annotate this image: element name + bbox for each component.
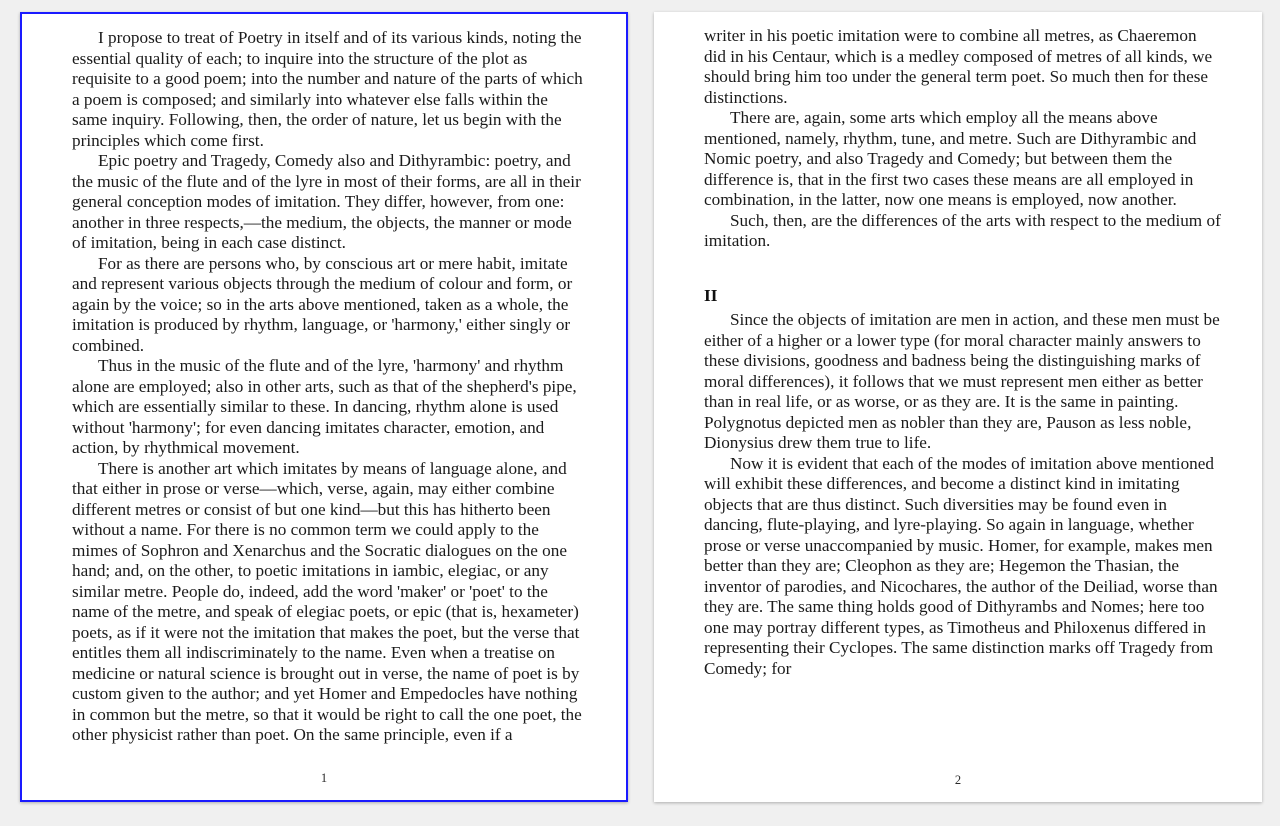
paragraph: There are, again, some arts which employ all the means above mentioned, namely, rhythm, tune, and metre. Such are Dithyrambic and Nomic poetry, and also Tragedy and Comedy; but between them the difference is, that in the first two cases these means are all employed in combination, in the latter, now one means is employed, now another. [704, 108, 1197, 209]
paragraph: There is another art which imitates by means of language alone, and that either in prose or verse—which, verse, again, may either combine different metres or consist of but one kind—but this has hitherto been without a name. For there is no common term we could apply to the mimes of Sophron and Xenarchus and the Socratic dialogues on the one hand; and, on the other, to poetic imitations in iambic, elegiac, or any similar metre. People do, indeed, add the word 'maker' or 'poet' to the name of the metre, and speak of elegiac poets, or epic (that is, hexameter) poets, as if it were not the imitation that makes the poet, but the verse that entitles them all indiscriminately to the name. Even when a treatise on medicine or natural science is brought out in verse, the name of poet is by custom given to the author; and yet Homer and Empedocles have nothing in common but the metre, so that it would be right to call the one poet, the other physicist rather than poet. On the same principle, even if a [72, 458, 582, 744]
paragraph: Epic poetry and Tragedy, Comedy also and Dithyrambic: poetry, and the music of the flute and of the lyre in most of their forms, are all in their general conception modes of imitation. They differ, however, from one: another in three respects,—the medium, the objects, the manner or mode of imitation, being in each case distinct. [72, 151, 581, 252]
paragraph: Thus in the music of the flute and of the lyre, 'harmony' and rhythm alone are employed; also in other arts, such as that of the shepherd's pipe, which are essentially similar to these. In dancing, rhythm alone is used without 'harmony'; for even dancing imitates character, emotion, and action, by rhythmical movement. [72, 356, 577, 457]
paragraph: I propose to treat of Poetry in itself and of its various kinds, noting the essential quality of each; to inquire into the structure of the plot as requisite to a good poem; into the number and nature of the parts of which a poem is composed; and similarly into whatever else falls within the same inquiry. Following, then, the order of nature, let us begin with the principles which come first. [72, 28, 583, 150]
paragraph-continuation: writer in his poetic imitation were to combine all metres, as Chaeremon did in his Centaur, which is a medley composed of metres of all kinds, we should bring him too under the general term poet. So much then for these distinctions. [704, 26, 1213, 107]
page-2-text-body [654, 12, 1262, 679]
page-1-text-body [22, 14, 626, 746]
page-number-label: 1 [320, 771, 328, 785]
paragraph: Now it is evident that each of the modes of imitation above mentioned will exhibit these differences, and become a distinct kind in imitating objects that are thus distinct. Such diversities may be found even in dancing, flute-playing, and lyre-playing. So again in language, whether prose or verse unaccompanied by music. Homer, for example, makes men better than they are; Cleophon as they are; Hegemon the Thasian, the inventor of parodies, and Nicochares, the author of the Deiliad, worse than they are. The same thing holds good of Dithyrambs and Nomes; here too one may portray different types, as Timotheus and Philoxenus differed in representing their Cyclopes. The same distinction marks off Tragedy from Comedy; for [704, 453, 1218, 678]
document-page-2[interactable] [654, 12, 1262, 802]
paragraph: Such, then, are the differences of the arts with respect to the medium of imitation. [704, 210, 1221, 250]
paragraph: Since the objects of imitation are men in action, and these men must be either of a higher or a lower type (for moral character mainly answers to these divisions, goodness and badness being the distinguishing marks of moral differences), it follows that we must represent men either as better than in real life, or as worse, or as they are. It is the same in painting. Polygnotus depicted men as nobler than they are, Pauson as less noble, Dionysius drew them true to life. [704, 310, 1220, 452]
document-page-1[interactable] [20, 12, 628, 802]
page-number-label: 2 [954, 773, 962, 787]
section-heading: II [704, 285, 718, 305]
paragraph: For as there are persons who, by conscious art or mere habit, imitate and represent various objects through the medium of colour and form, or again by the voice; so in the arts above mentioned, taken as a whole, the imitation is produced by rhythm, language, or 'harmony,' either singly or combined. [72, 253, 573, 355]
